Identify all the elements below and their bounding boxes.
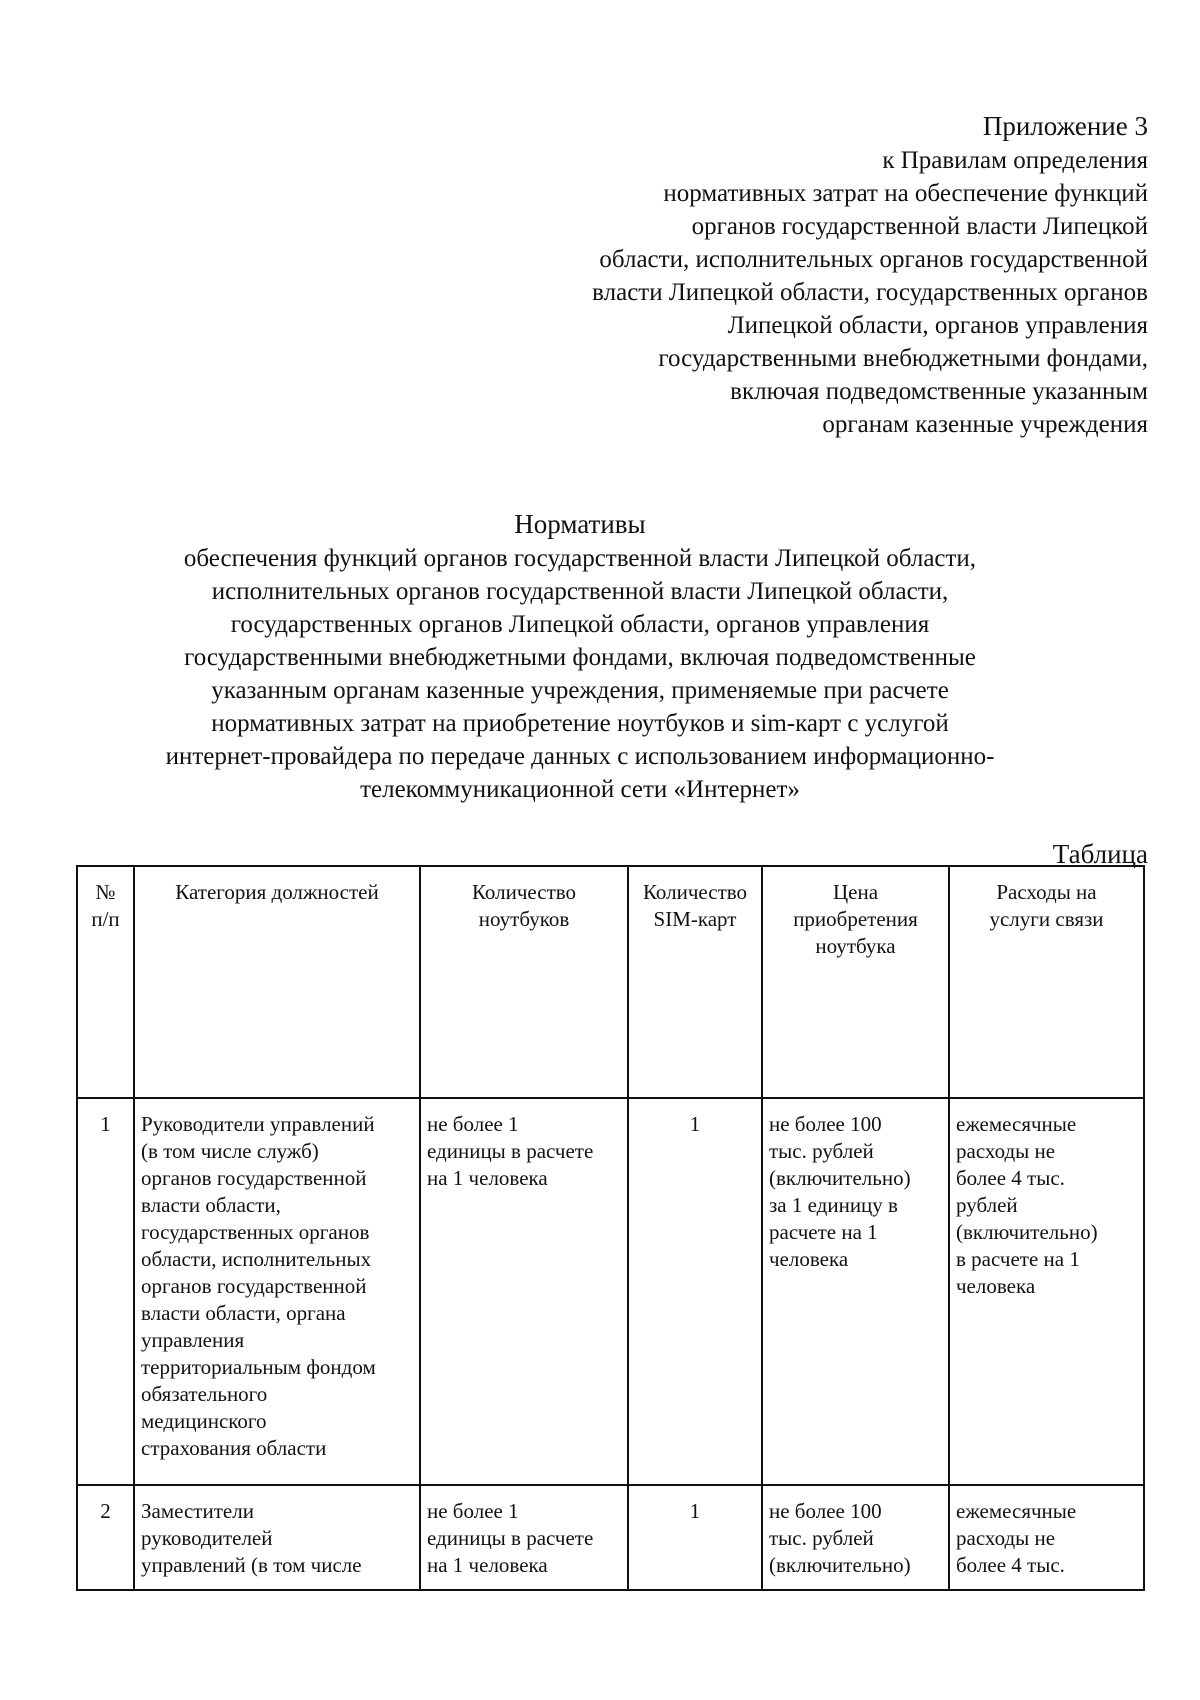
header-price xyxy=(762,866,949,1098)
table-header-row xyxy=(77,866,1144,1098)
header-text: Количество xyxy=(471,880,577,904)
cell-line: не более 1 xyxy=(427,1499,519,1523)
appendix-line: Липецкой области, органов управления xyxy=(727,312,1148,339)
cell-line: обязательного xyxy=(141,1382,268,1406)
heading-title: Нормативы xyxy=(514,509,646,539)
cell-line: территориальным фондом xyxy=(141,1355,376,1379)
cell-line: тыс. рублей xyxy=(769,1526,874,1550)
appendix-line: органов государственной власти Липецкой xyxy=(691,213,1148,240)
cell-expenses xyxy=(949,1485,1144,1590)
cell-num: 2 xyxy=(77,1485,134,1590)
header-text: № xyxy=(95,880,116,904)
cell-sims: 1 xyxy=(628,1485,762,1590)
appendix-line: к Правилам определения xyxy=(882,147,1148,174)
heading-line: указанным органам казенные учреждения, применяемые при расчете xyxy=(211,677,949,704)
header-sims xyxy=(628,866,762,1098)
norms-table xyxy=(76,865,1145,1591)
table-row xyxy=(77,1485,1144,1590)
cell-line: области, исполнительных xyxy=(141,1247,372,1271)
cell-line: расходы не xyxy=(956,1526,1056,1550)
header-text: услуги связи xyxy=(989,907,1104,931)
cell-line: ежемесячные xyxy=(956,1499,1077,1523)
cell-line: на 1 человека xyxy=(427,1553,548,1577)
table-label: Таблица xyxy=(1052,839,1148,869)
cell-line: человека xyxy=(769,1247,849,1271)
header-text: ноутбуков xyxy=(478,907,570,931)
appendix-line: государственными внебюджетными фондами, xyxy=(658,345,1148,372)
cell-line: более 4 тыс. xyxy=(956,1166,1065,1190)
cell-line: управлений (в том числе xyxy=(141,1553,362,1577)
cell-line: медицинского xyxy=(141,1409,267,1433)
heading-line: обеспечения функций органов государственной власти Липецкой области, xyxy=(183,545,977,572)
cell-num: 1 xyxy=(77,1098,134,1485)
cell-line: расходы не xyxy=(956,1139,1056,1163)
cell-line: за 1 единицу в xyxy=(769,1193,898,1217)
cell-sims: 1 xyxy=(628,1098,762,1485)
cell-price xyxy=(762,1098,949,1485)
cell-expenses xyxy=(949,1098,1144,1485)
cell-line: власти области, xyxy=(141,1193,281,1217)
appendix-line: включая подведомственные указанным xyxy=(730,378,1148,405)
cell-line: более 4 тыс. xyxy=(956,1553,1065,1577)
cell-laptops xyxy=(420,1485,628,1590)
header-category xyxy=(134,866,420,1098)
cell-line: не более 100 xyxy=(769,1112,882,1136)
header-text: Количество xyxy=(642,880,748,904)
cell-line: не более 100 xyxy=(769,1499,882,1523)
header-text: приобретения xyxy=(793,907,918,931)
heading-line: исполнительных органов государственной власти Липецкой области, xyxy=(211,578,949,605)
cell-line: (включительно) xyxy=(769,1553,911,1577)
cell-line: в расчете на 1 xyxy=(956,1247,1080,1271)
header-text: ноутбука xyxy=(815,934,896,958)
appendix-line: области, исполнительных органов государственной xyxy=(599,246,1148,273)
cell-line: органов государственной xyxy=(141,1166,367,1190)
cell-category xyxy=(134,1485,420,1590)
cell-line: рублей xyxy=(956,1193,1018,1217)
cell-line: страхования области xyxy=(141,1436,327,1460)
appendix-line: нормативных затрат на обеспечение функций xyxy=(663,180,1148,207)
document-heading xyxy=(150,506,1010,806)
header-expenses xyxy=(949,866,1144,1098)
cell-line: органов государственной xyxy=(141,1274,367,1298)
cell-line: (в том числе служб) xyxy=(141,1139,319,1163)
cell-line: государственных органов xyxy=(141,1220,370,1244)
cell-laptops xyxy=(420,1098,628,1485)
cell-line: Заместители xyxy=(141,1499,254,1523)
header-text: SIM-карт xyxy=(653,907,737,931)
cell-line: власти области, органа xyxy=(141,1301,346,1325)
cell-line: тыс. рублей xyxy=(769,1139,874,1163)
cell-line: единицы в расчете xyxy=(427,1139,594,1163)
cell-line: Руководители управлений xyxy=(141,1112,375,1136)
cell-line: единицы в расчете xyxy=(427,1526,594,1550)
cell-line: (включительно) xyxy=(956,1220,1098,1244)
cell-line: (включительно) xyxy=(769,1166,911,1190)
cell-line: расчете на 1 xyxy=(769,1220,878,1244)
cell-price xyxy=(762,1485,949,1590)
appendix-line: власти Липецкой области, государственных органов xyxy=(592,279,1148,306)
header-text: Расходы на xyxy=(996,880,1097,904)
heading-line: нормативных затрат на приобретение ноутбуков и sim-карт с услугой xyxy=(211,710,949,737)
appendix-line: органам казенные учреждения xyxy=(822,411,1148,438)
heading-line: интернет-провайдера по передаче данных с использованием информационно- xyxy=(165,743,995,770)
header-text: п/п xyxy=(91,907,120,931)
cell-line: не более 1 xyxy=(427,1112,519,1136)
header-laptops xyxy=(420,866,628,1098)
cell-line: ежемесячные xyxy=(956,1112,1077,1136)
cell-line: руководителей xyxy=(141,1526,273,1550)
heading-line: государственными внебюджетными фондами, включая подведомственные xyxy=(184,644,976,671)
cell-line: человека xyxy=(956,1274,1036,1298)
cell-line: на 1 человека xyxy=(427,1166,548,1190)
heading-line: телекоммуникационной сети «Интернет» xyxy=(360,776,800,803)
header-text: Цена xyxy=(832,880,879,904)
heading-line: государственных органов Липецкой области, органов управления xyxy=(230,611,930,638)
appendix-header xyxy=(592,108,1148,441)
cell-category xyxy=(134,1098,420,1485)
header-text: Категория должностей xyxy=(175,880,379,904)
appendix-title: Приложение 3 xyxy=(982,111,1148,141)
header-num xyxy=(77,866,134,1098)
cell-line: управления xyxy=(141,1328,245,1352)
table-row xyxy=(77,1098,1144,1485)
